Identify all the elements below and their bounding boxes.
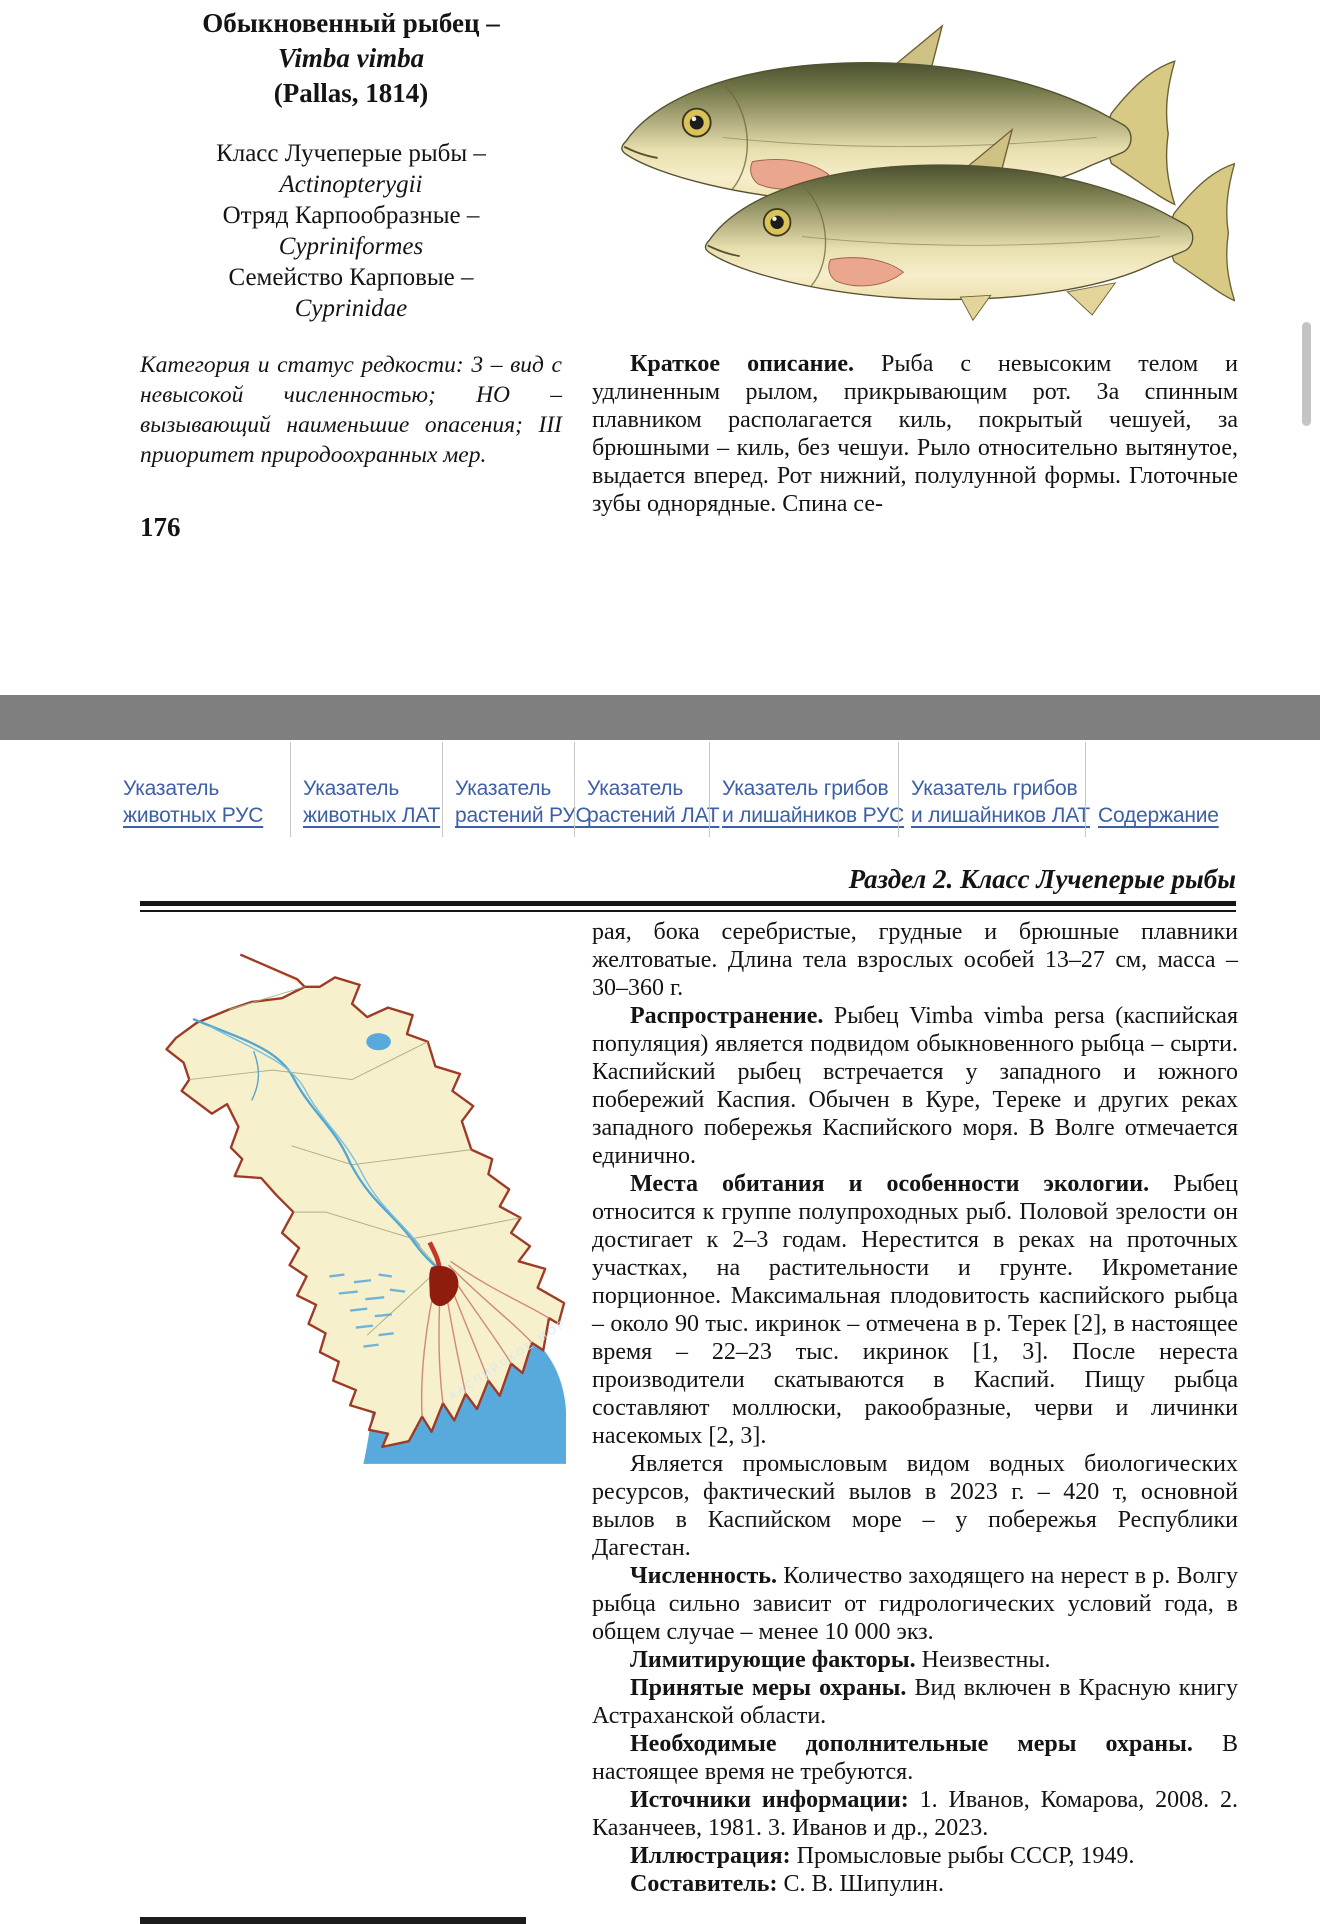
paragraph-lead: Распространение.: [630, 1003, 824, 1029]
distribution-map: [140, 928, 566, 1464]
taxonomy-order: Отряд Карпообразные –: [222, 202, 480, 229]
article-paragraph: [592, 1646, 1238, 1674]
paragraph-text: Неизвестны.: [921, 1647, 1051, 1673]
nav-link[interactable]: [574, 742, 720, 837]
paragraph-text: Количество заходящего на нерест в р. Волгу рыбца сильно зависит от гидрологических условий года, в общем случае – менее 10 000 экз.: [592, 1563, 1239, 1645]
paragraph-text: Вид включен в Красную книгу Астраханской области.: [592, 1675, 1238, 1729]
taxonomy-family: Семейство Карповые –: [228, 264, 474, 291]
paragraph-text: рая, бока серебристые, грудные и брюшные плавники желтоватые. Длина тела взрослых особей 13–27 см, масса – 30–360 г.: [592, 919, 1238, 1001]
paragraph-text: Промысловые рыбы СССР, 1949.: [796, 1843, 1135, 1869]
nav-link-label: Указатель: [587, 777, 684, 800]
paragraph-lead: Численность.: [630, 1563, 777, 1589]
category-status-text: Категория и статус редкости: 3 – вид с невысокой численностью; НО – вызывающий наименьшие опасения; III приоритет природоохранных мер.: [140, 352, 562, 468]
paragraph-lead: Иллюстрация:: [630, 1843, 791, 1869]
nav-link-label: Указатель: [123, 777, 220, 800]
nav-link[interactable]: [1085, 742, 1225, 837]
nav-link[interactable]: [442, 742, 591, 837]
species-title: [140, 6, 562, 111]
page-separator-band: [0, 695, 1320, 740]
paragraph-lead: Составитель:: [630, 1871, 778, 1897]
article-text-column: [592, 918, 1238, 1898]
paragraph-lead: Необходимые дополнительные меры охраны.: [630, 1731, 1193, 1757]
taxonomy-block: [140, 138, 562, 324]
section-header-rule: [140, 901, 1236, 912]
paragraph-lead: Лимитирующие факторы.: [630, 1647, 916, 1673]
paragraph-text: Является промысловым видом водных биологических ресурсов, фактический вылов в 2023 г. – 420 т, основной вылов в Каспийском море – у побережья Республики Дагестан.: [592, 1451, 1238, 1561]
nav-link-label: Указатель грибов: [911, 777, 1078, 800]
short-description-text: Рыба с невысоким телом и удлиненным рылом, прикрывающим рот. За спинным плавником располагается киль, покрытый чешуей, за брюшными – киль, без чешуи. Рыло относительно вытянутое, выдается вперед. Рот нижний, полулунной формы. Глоточные зубы однорядные. Спина се-: [592, 351, 1239, 517]
region-outline: [167, 955, 565, 1447]
article-paragraph: [592, 918, 1238, 1002]
scrollbar-thumb[interactable]: [1302, 322, 1311, 426]
article-paragraph: [592, 1002, 1238, 1170]
paragraph-text: Рыбец Vimba vimba persa (каспийская популяция) является подвидом обыкновенного рыбца – сырти. Каспийский рыбец встречается у западного и южного побережий Каспия. Обычен в Куре, Тереке и других реках западного побережья Каспийского моря. В Волге отмечается единично.: [592, 1003, 1238, 1169]
nav-link-label: Указатель: [303, 777, 400, 800]
index-links-bar: [123, 742, 1225, 837]
section-header: Раздел 2. Класс Лучеперые рыбы: [848, 864, 1236, 894]
nav-link-label: Указатель грибов: [722, 777, 889, 800]
nav-link-label: и лишайников РУС: [722, 804, 905, 827]
nav-link-label: растений ЛАТ: [587, 804, 720, 827]
nav-link-label: растений РУС: [455, 804, 591, 827]
article-paragraph: [592, 1674, 1238, 1730]
article-paragraph: [592, 1730, 1238, 1786]
nav-link[interactable]: [123, 742, 290, 837]
next-page-edge: [140, 1917, 526, 1924]
fish-illustration-svg: [595, 16, 1235, 326]
taxonomy-class: Класс Лучеперые рыбы –: [216, 140, 486, 167]
article-paragraph: [592, 1786, 1238, 1842]
species-title-russian: Обыкновенный рыбец –: [202, 8, 500, 38]
nav-link[interactable]: [709, 742, 905, 837]
article-paragraph: [592, 1450, 1238, 1562]
nav-link-label: и лишайников ЛАТ: [911, 804, 1091, 827]
article-paragraph: [592, 1170, 1238, 1450]
paragraph-text: С. В. Шипулин.: [783, 1871, 944, 1897]
nav-link-label: животных РУС: [123, 804, 264, 827]
taxonomy-family-latin: Cyprinidae: [294, 295, 408, 322]
nav-link[interactable]: [290, 742, 442, 837]
nav-link-label: животных ЛАТ: [303, 804, 441, 827]
taxonomy-class-latin: Actinopterygii: [279, 171, 423, 198]
short-description-paragraph: [592, 350, 1238, 518]
paragraph-text: 1. Иванов, Комарова, 2008. 2. Казанчеев, 1981. 3. Иванов и др., 2023.: [592, 1787, 1239, 1841]
lake: [366, 1033, 391, 1050]
paragraph-text: В настоящее время не требуются.: [592, 1731, 1239, 1785]
paragraph-lead: Источники информации:: [630, 1787, 909, 1813]
paragraph-lead: Места обитания и особенности экологии.: [630, 1171, 1150, 1197]
page-number: 176: [140, 512, 181, 542]
fish-illustration: [595, 16, 1235, 326]
paragraph-text: Рыбец относится к группе полупроходных рыб. Половой зрелости он достигает к 2–3 годам. Нерестится в реках на проточных участках, на растительности и грунте. Икрометание порционное. Максимальная плодовитость каспийского рыбца – около 90 тыс. икринок – отмечена в р. Терек [2], в настоящее время – 22–23 тыс. икринок [1, 3]. После нереста производители скатываются в Каспий. Пищу рыбца составляют моллюски, ракообразные, черви и личинки насекомых [2, 3].: [592, 1171, 1238, 1449]
distribution-map-svg: [140, 928, 566, 1464]
article-paragraph: [592, 1562, 1238, 1646]
nav-link-label: Указатель: [455, 777, 552, 800]
taxonomy-order-latin: Cypriniformes: [278, 233, 424, 260]
paragraph-lead: Принятые меры охраны.: [630, 1675, 907, 1701]
sea-label: КАСПИЙСКОЕ МОРЕ: [448, 1312, 566, 1403]
nav-link[interactable]: [898, 742, 1091, 837]
species-title-author: (Pallas, 1814): [273, 78, 429, 108]
nav-link-label: Содержание: [1098, 804, 1219, 827]
species-title-latin: Vimba vimba: [277, 43, 425, 73]
short-description-lead: Краткое описание.: [630, 351, 854, 377]
article-paragraph: [592, 1870, 1238, 1898]
article-paragraph: [592, 1842, 1238, 1870]
